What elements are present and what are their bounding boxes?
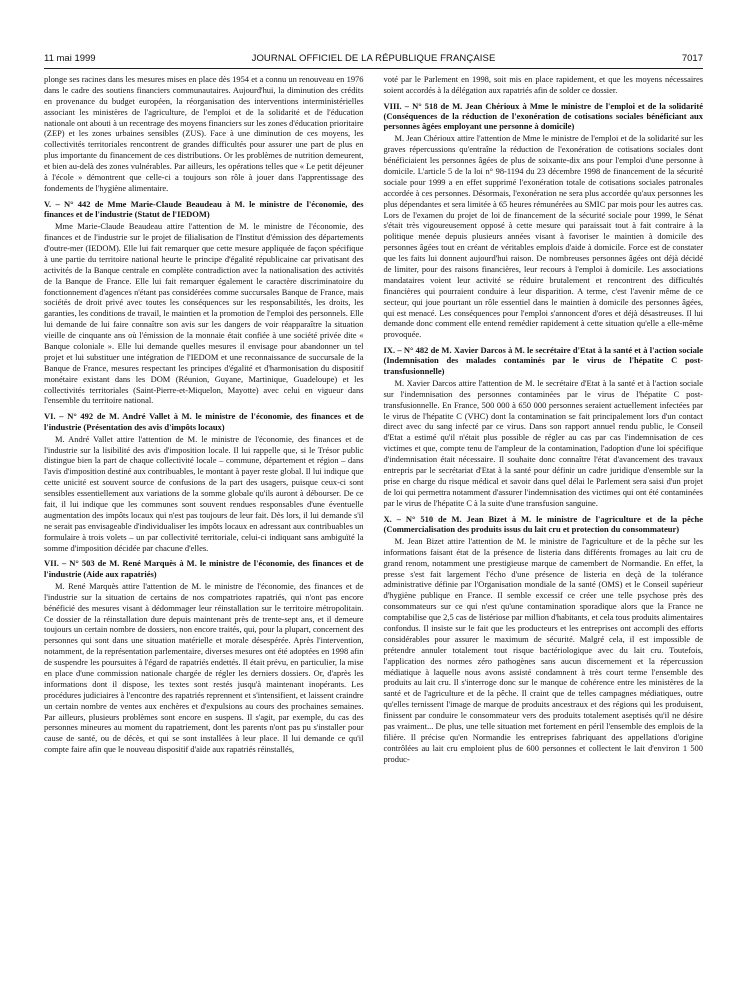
- question-body-510: M. Jean Bizet attire l'attention de M. le ministre de l'agriculture et de la pêche sur les informations faisant état de la présence de listeria dans différents fromages au lait cru de grand renom, notamment une prestigieuse marque de camembert de Normandie. En effet, la presse s'est fait largement l'écho d'une présence de listeria en deçà de la tolérance administrative définie par l'Organisation mondiale de la santé (OMS) et le Conseil supérieur d'hygiène publique en France. Il semble excessif ce créer une telle psychose près des consommateurs sur ce qui n'est qu'une contamination sporadique alors que la France ne comptabilise que 2,5 cas de listériose par million d'habitants, et cela tous produits alimentaires confondus. Il insiste sur le fait que les producteurs et les entreprises ont accompli des efforts considérables pour assurer le maximum de sécurité. Malgré cela, il est impossible de prétendre annuler totalement tout risque bactériologique avec du lait cru. Toutefois, l'application des normes zéro pathogènes sans aucun discernement et la répercussion médiatique à laquelle nous avons assisté condamnent à très court terme l'ensemble des produits au lait cru. Il s'interroge donc sur le manque de cohérence entre les ministères de la santé et de l'agriculture et de la pêche. Il craint que de telles campagnes médiatiques, outre qu'elles ternissent l'image de marque de produits ancestraux et des régions qui les produisent, finissent par conduire le consommateur vers des produits totalement aseptisés qu'il ne désire pas vraiment... De plus, une telle situation met fortement en péril l'ensemble des emplois de la filière. Il précise qu'en Normandie les entreprises fabriquant des appellations d'origine contrôlées au lait cru emploient plus de 600 personnes et collectent le lait d'environ 1 500 produc-: [383, 535, 703, 764]
- question-heading-518: VIII. – N° 518 de M. Jean Chérioux à Mme le ministre de l'emploi et de la solidarité (Conséquences de la réduction de l'exonération de cotisations sociales bénéficiant aux personnes âgées employant une personne à domicile): [383, 100, 703, 132]
- header-rule: [44, 68, 703, 69]
- two-column-body: [44, 74, 703, 984]
- question-body-492: M. André Vallet attire l'attention de M. le ministre de l'économie, des finances et de l'industrie sur la lisibilité des avis d'imposition locale. Il lui rappelle que, si le Trésor public distingue bien la part de chaque collectivité locale – commune, département et région – dans l'avis d'imposition destiné aux contribuables, le montant à payer reste global. Il lui indique que cette unicité est souvent source de confusions de la part des usagers, puisque ceux-ci sont sensibles essentiellement aux variations de la somme globale qu'ils auront à débourser. De ce fait, il lui indique que les communes sont souvent rendues responsables d'une éventuelle augmentation des impôts locaux qui n'est pas toujours de leur fait. Dès lors, il lui demande s'il ne serait pas envisageable d'individualiser les impôts locaux en adressant aux contribuables un formulaire à trois volets – un par collectivité territoriale, celui-ci indiquant sans ambiguïté la somme d'imposition décidée par chacune d'elles.: [44, 433, 364, 553]
- question-heading-503: VII. – N° 503 de M. René Marquès à M. le ministre de l'économie, des finances et de l'industrie (Aide aux rapatriés): [44, 558, 364, 579]
- page-header: [44, 53, 703, 67]
- right-column: [384, 74, 704, 984]
- question-heading-492: VI. – N° 492 de M. André Vallet à M. le ministre de l'économie, des finances et de l'industrie (Présentation des avis d'impôts locaux): [44, 411, 364, 432]
- left-column: [44, 74, 364, 984]
- question-heading-442: V. – N° 442 de Mme Marie-Claude Beaudeau à M. le ministre de l'économie, des finances et de l'industrie (Statut de l'IEDOM): [44, 198, 364, 219]
- question-heading-510: X. – N° 510 de M. Jean Bizet à M. le ministre de l'agriculture et de la pêche (Commercialisation des produits issus du lait cru et protection du consommateur): [383, 513, 703, 534]
- header-page-number: 7017: [681, 53, 703, 64]
- question-body-482: M. Xavier Darcos attire l'attention de M. le secrétaire d'Etat à la santé et à l'action sociale sur l'indemnisation des personnes contaminées par le virus de l'hépatite C post-transfusionnelle. En France, 500 000 à 650 000 personnes seraient actuellement infectées par le virus de l'hépatite C (VHC) dont la contamination se fait principalement lors d'un contact direct avec du sang infecté par ce virus. Dans son rapport annuel rendu public, le Conseil d'Etat a estimé qu'il n'était plus possible de régler au cas par cas l'indemnisation de ces victimes et que, compte tenu de l'ampleur de la contamination, l'adoption d'une loi spécifique d'indemnisation était nécessaire. Il souhaite donc connaître l'état d'avancement des travaux entrepris par le secrétariat d'Etat à la santé pour définir un cadre juridique d'ensemble sur la prise en charge du risque médical et savoir dans quel délai le Parlement sera saisi d'un projet de loi qui permettra notamment d'assurer l'indemnisation des victimes qui ont été contaminées par le virus de l'hépatite C à la suite d'une transfusion sanguine.: [383, 377, 703, 508]
- header-title: JOURNAL OFFICIEL DE LA RÉPUBLIQUE FRANÇAISE: [251, 53, 496, 64]
- header-date: 11 mai 1999: [44, 53, 96, 64]
- question-body-442: Mme Marie-Claude Beaudeau attire l'attention de M. le ministre de l'économie, des finances et de l'industrie sur le projet de filialisation de l'Institut d'émission des départements d'outre-mer (IEDOM). Elle lui fait remarquer que cette mesure appliquée de façon spécifique à une partie du territoire national heurte le principe d'égalité républicaine car privatisant des activités de la Banque centrale en complète contradiction avec la nationalisation des activités de la Banque de France. Elle lui fait remarquer également le caractère discriminatoire du fonctionnement d'agences n'étant pas considérées comme succursales Banque de France, mais sociétés de droit privé avec toutes les conséquences sur les responsabilités, les droits, les garanties, les conditions de travail, le maintien et la promotion de l'emploi des personnels. Elle lui demande de lui faire connaître son avis sur les dangers de voir réapparaître la situation vieille de cinquante ans où l'émission de la monnaie était confiée à une société privée dite « Banque coloniale ». Elle lui demande quelles mesures il envisage pour abandonner un tel projet et lui substituer une intégration de l'IEDOM et une reconnaissance de succursale de la Banque de France, mesures respectant les principes d'égalité et d'harmonisation du dispositif monétaire existant dans les DOM (Réunion, Guyane, Martinique, Guadeloupe) et les collectivités territoriales (Saint-Pierre-et-Miquelon, Mayotte) avec celui en vigueur dans l'ensemble du territoire national.: [44, 221, 364, 406]
- question-heading-482: IX. – N° 482 de M. Xavier Darcos à M. le secrétaire d'Etat à la santé et à l'action sociale (Indemnisation des malades contaminés par le virus de l'hépatite C post-transfusionnelle): [383, 345, 703, 376]
- question-body-503: M. René Marquès attire l'attention de M. le ministre de l'économie, des finances et de l'industrie sur la situation de certains de nos compatriotes rapatriés, qui n'ont pas encore bénéficié des mesures visant à dédommager leur réinstallation sur le territoire métropolitain. Ce dossier de la réinstallation dure depuis maintenant près de trente-sept ans, et il demeure toujours un certain nombre de dossiers, non encore traités, qui, pour la plupart, concernent des personnes qui sont dans une situation matérielle et morale désespérée. Après l'intervention, notamment, de la représentation parlementaire, diverses mesures ont été adoptées en 1998 afin de suspendre les poursuites à l'égard de rapatriés endettés. Il était prévu, en particulier, la mise en place d'une commission nationale chargée de régler les derniers dossiers. Or, d'après les informations dont il dispose, les textes sont restés jusqu'à maintenant inopérants. Les procédures judiciaires à l'encontre des rapatriés reprennent et s'intensifient, et laissent craindre un certain nombre de ventes aux enchères et d'expulsions au cours des prochaines semaines. Par ailleurs, plusieurs problèmes sont encore en suspens. Il s'agit, par exemple, du cas des personnes mineures au moment du rapatriement, dont les parents n'ont pas pu s'installer pour cause de santé, ou de décès, et qui se sont installées à leur place. Il lui demande ce qu'il compte faire afin que le nouveau dispositif d'aide aux rapatriés réinstallés,: [44, 580, 364, 755]
- continued-paragraph-right: voté par le Parlement en 1998, soit mis en place rapidement, et que les moyens nécessaires soient accordés à la délégation aux rapatriés afin de solder ce dossier.: [383, 74, 703, 95]
- continued-paragraph: plonge ses racines dans les mesures mises en place dès 1954 et a connu un renouveau en 1976 dans le cadre des soutiens financiers communautaires. Aujourd'hui, la diminution des crédits en provenance du budget européen, la réorganisation des interventions interministérielles associant les ministères de l'agriculture, de l'emploi et de la solidarité et de l'éducation nationale ont abouti à un recentrage des moyens financiers sur les zones d'éducation prioritaire (ZEP) et les zones urbaines sensibles (ZUS). Face à une diminution de ces moyens, les collectivités territoriales rencontrent de grandes difficultés pour assurer une part de plus en plus importante du financement de ces distributions. Or les problèmes de nutrition demeurent, et bien au-delà des zones vulnérables. Par ailleurs, les opérations telles que « Le petit déjeuner à l'école » démontrent que celle-ci a toujours son rôle à jouer dans l'apprentissage des fondements de l'hygiène alimentaire.: [44, 74, 364, 193]
- question-body-518: M. Jean Chérioux attire l'attention de Mme le ministre de l'emploi et de la solidarité sur les graves répercussions qu'entraîne la réduction de l'exonération de cotisations sociales dont bénéficiaient les personnes âgées de plus de soixante-dix ans pour l'emploi d'une personne à domicile. L'article 5 de la loi n° 98-1194 du 23 décembre 1998 de financement de la sécurité sociale pour 1999 a en effet supprimé l'exonération totale de cotisations sociales patronales accordée à ces personnes. Désormais, l'exonération ne sera plus accordée qu'aux personnes les plus dépendantes et sera limitée à 65 heures rémunérées au SMIC par mois pour les autres cas. Lors de l'examen du projet de loi de financement de la sécurité sociale pour 1999, le Sénat s'était très vigoureusement opposé à cette mesure qui paraissait tout à fait contraire à la politique menée depuis plusieurs années visant à favoriser le maintien à domicile des personnes âgées tout en créant de véritables emplois d'aide à domicile. Force est de constater que les faits lui donnent aujourd'hui raison. De nombreuses personnes âgées ont déjà décidé de limiter, pour des raisons financières, leur recours à l'emploi à domicile. Les associations mandataires voient leur activité se réduire brutalement et rencontrent des difficultés financières qui pourraient conduire à leur disparition. A terme, c'est l'avenir même de ce secteur, qui joue pourtant un rôle essentiel dans le maintien à domicile des personnes âgées, qui est menacé. Les conséquences pour l'emploi s'annoncent d'ores et déjà désastreuses. Il lui demande donc comment elle entend remédier rapidement à cette situation qu'elle a elle-même provoquée.: [383, 133, 703, 340]
